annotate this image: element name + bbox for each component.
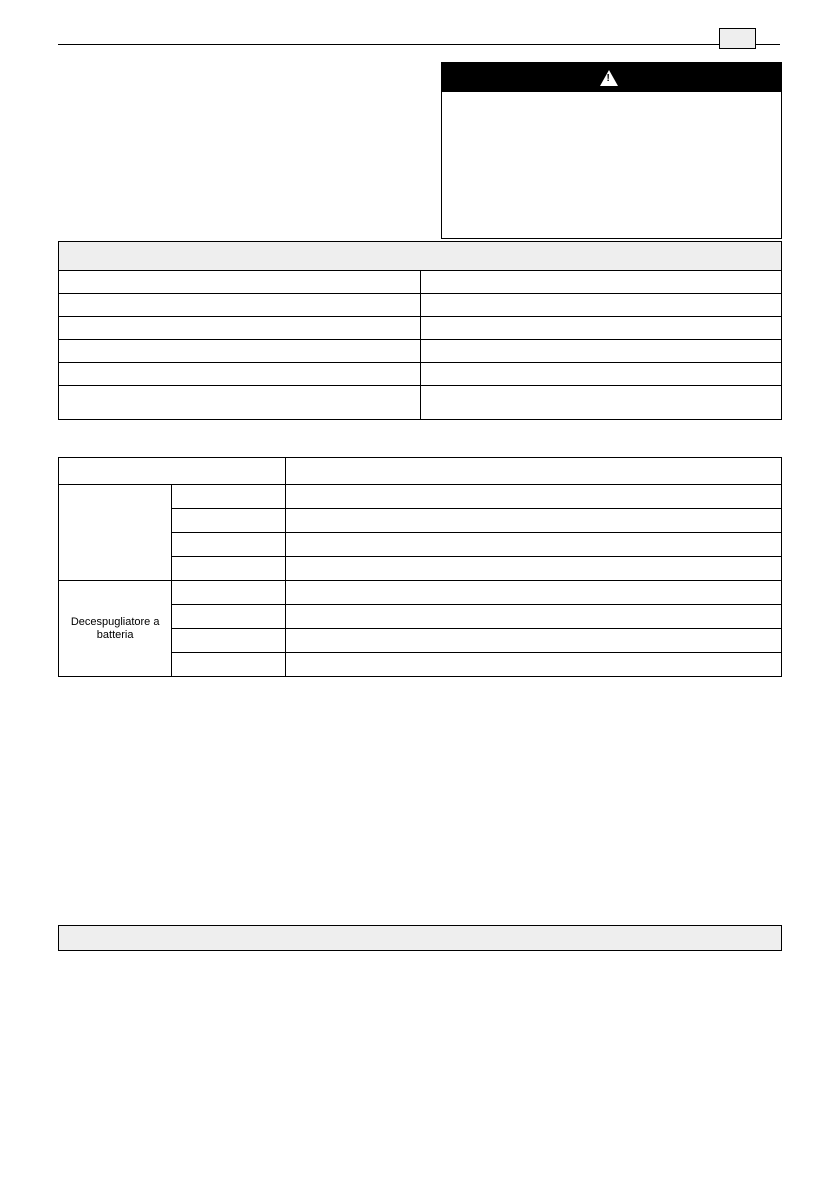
row-label <box>172 509 285 533</box>
warning-triangle-icon <box>600 70 618 86</box>
row-value <box>420 363 782 386</box>
row-value <box>285 509 781 533</box>
row-value <box>285 557 781 581</box>
column-header-label <box>59 458 286 485</box>
row-label <box>172 629 285 653</box>
row-value <box>420 386 782 420</box>
row-value <box>420 340 782 363</box>
table-row <box>59 458 782 485</box>
table-row <box>59 485 782 509</box>
page-number-box <box>719 28 756 49</box>
group-name: Decespugliatore a batteria <box>59 581 172 677</box>
row-value <box>420 294 782 317</box>
row-label <box>172 557 285 581</box>
warning-callout <box>441 62 782 239</box>
accessories-table <box>58 457 782 677</box>
row-label <box>172 485 285 509</box>
row-value <box>285 653 781 677</box>
table-row <box>59 242 782 271</box>
table-row <box>59 317 782 340</box>
row-value <box>285 605 781 629</box>
row-label <box>59 386 421 420</box>
row-label <box>172 605 285 629</box>
row-value <box>285 629 781 653</box>
column-header-value <box>285 458 781 485</box>
row-label <box>172 533 285 557</box>
row-label <box>59 317 421 340</box>
section-heading-bar <box>58 925 782 951</box>
table-row <box>59 271 782 294</box>
row-value <box>420 317 782 340</box>
row-label <box>59 271 421 294</box>
row-label <box>172 653 285 677</box>
warning-body <box>442 92 781 100</box>
specifications-table <box>58 241 782 420</box>
header-rule <box>58 44 780 45</box>
row-value <box>420 271 782 294</box>
table-row <box>59 294 782 317</box>
row-label <box>59 340 421 363</box>
table-title <box>59 242 782 271</box>
group-name <box>59 485 172 581</box>
row-label <box>59 363 421 386</box>
table-row <box>59 363 782 386</box>
warning-header <box>442 63 781 92</box>
table-row <box>59 386 782 420</box>
row-value <box>285 485 781 509</box>
table-row <box>59 581 782 605</box>
row-label <box>59 294 421 317</box>
table-row <box>59 340 782 363</box>
row-value <box>285 581 781 605</box>
row-label <box>172 581 285 605</box>
row-value <box>285 533 781 557</box>
